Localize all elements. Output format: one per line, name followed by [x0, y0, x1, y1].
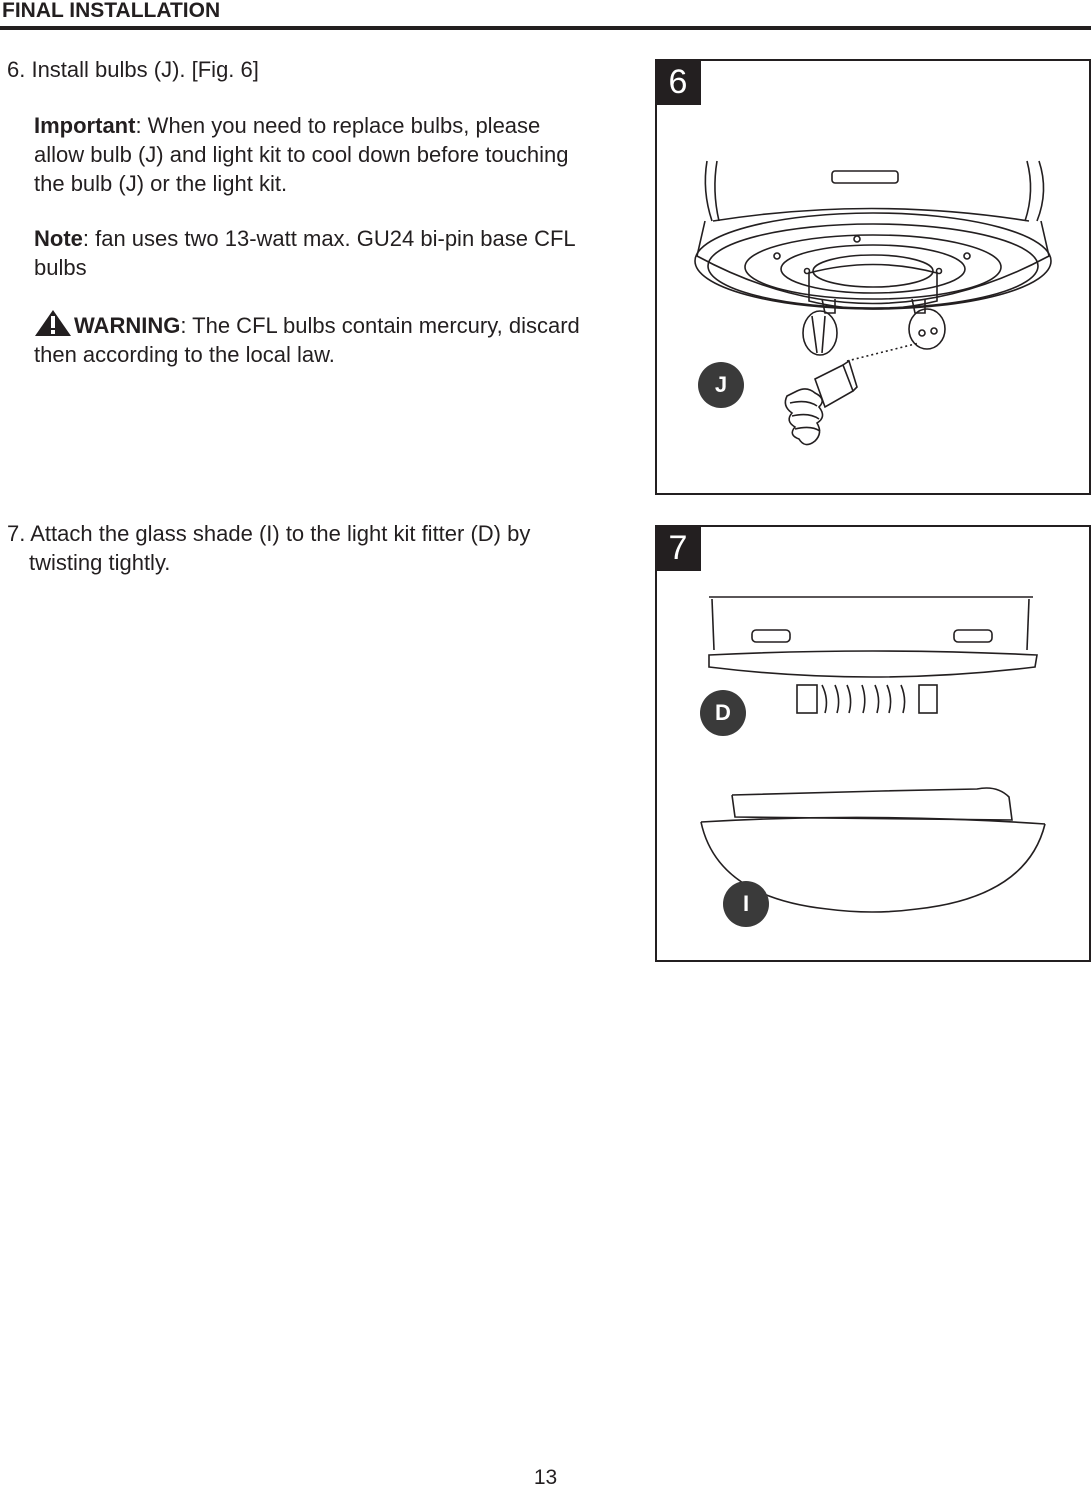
warning-line-1: WARNING: The CFL bulbs contain mercury, discard — [34, 309, 580, 340]
figure-7-number: 7 — [655, 525, 701, 571]
part-label-i: I — [723, 881, 769, 927]
light-kit-bulb-illustration — [657, 61, 1089, 493]
warning-label: WARNING — [74, 313, 181, 338]
page-header — [0, 0, 1091, 30]
step-7-instruction — [7, 519, 530, 577]
warning-note — [34, 309, 580, 369]
important-line-3: the bulb (J) or the light kit. — [34, 171, 288, 196]
important-note — [34, 111, 568, 198]
figure-6 — [655, 59, 1091, 495]
step-6-heading: 6. Install bulbs (J). [Fig. 6] — [7, 57, 259, 82]
step-7-line-2: twisting tightly. — [29, 550, 171, 575]
section-title: FINAL INSTALLATION — [2, 0, 221, 22]
important-line-2: allow bulb (J) and light kit to cool down before touching — [34, 142, 569, 167]
figure-6-number: 6 — [655, 59, 701, 105]
warning-triangle-icon — [34, 309, 72, 337]
warning-line-2: then according to the local law. — [34, 342, 335, 367]
important-line-1: Important: When you need to replace bulbs, please — [34, 113, 541, 138]
part-label-j: J — [698, 362, 744, 408]
note-label: Note — [34, 226, 83, 251]
page-number: 13 — [533, 1466, 558, 1489]
step-7-line-1: 7. Attach the glass shade (I) to the light kit fitter (D) by — [7, 521, 531, 546]
note — [34, 224, 576, 282]
note-line-1: Note: fan uses two 13-watt max. GU24 bi-pin base CFL — [34, 226, 576, 251]
note-line-2: bulbs — [34, 255, 87, 280]
important-label: Important — [34, 113, 136, 138]
glass-shade-illustration — [657, 527, 1089, 960]
part-label-d: D — [700, 690, 746, 736]
figure-7 — [655, 525, 1091, 962]
